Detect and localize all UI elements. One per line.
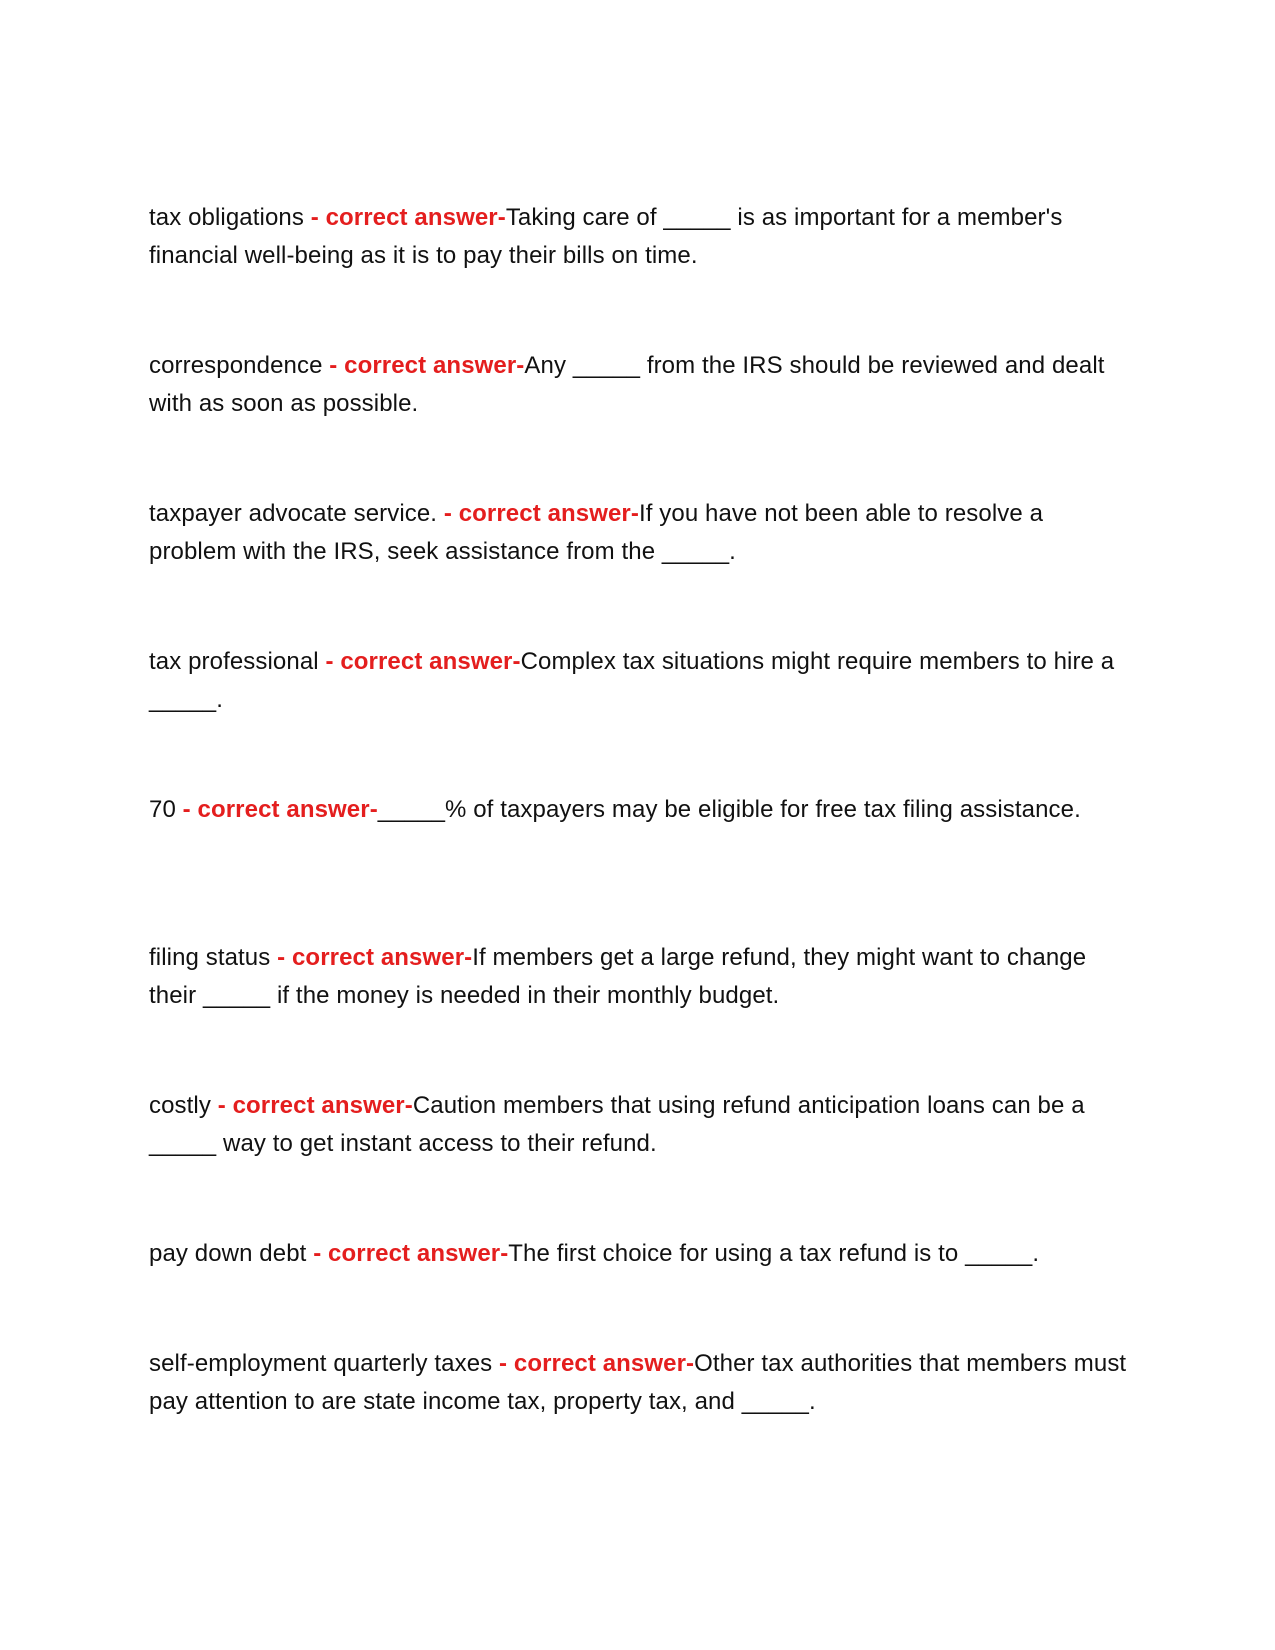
- answer-term: correspondence: [149, 352, 323, 379]
- correct-answer-label: - correct answer-: [175, 796, 378, 823]
- answer-term: costly: [149, 1092, 211, 1119]
- question-text: The first choice for using a tax refund is to _____.: [508, 1240, 1040, 1267]
- question-text: If members get a large refund, they might want to change their _____ if the money is needed in their monthly budget.: [149, 944, 1087, 1009]
- flashcard-list: [149, 199, 1134, 1493]
- flashcard-entry: [149, 495, 1134, 571]
- question-text: _____% of taxpayers may be eligible for free tax filing assistance.: [377, 796, 1081, 823]
- question-text: Other tax authorities that members must pay attention to are state income tax, property tax, and _____.: [149, 1350, 1127, 1415]
- correct-answer-label: - correct answer-: [322, 352, 525, 379]
- flashcard-entry: [149, 939, 1134, 1015]
- answer-term: self-employment quarterly taxes: [149, 1350, 493, 1377]
- question-text: Complex tax situations might require members to hire a _____.: [149, 648, 1115, 713]
- flashcard-entry: [149, 1087, 1134, 1163]
- correct-answer-label: - correct answer-: [306, 1240, 509, 1267]
- flashcard-entry: [149, 643, 1134, 719]
- flashcard-entry: [149, 347, 1134, 423]
- answer-term: pay down debt: [149, 1240, 307, 1267]
- flashcard-entry: [149, 199, 1134, 275]
- correct-answer-label: - correct answer-: [318, 648, 521, 675]
- question-text: Caution members that using refund anticipation loans can be a _____ way to get instant access to their refund.: [149, 1092, 1085, 1157]
- question-text: Taking care of _____ is as important for a member's financial well-being as it is to pay their bills on time.: [149, 204, 1063, 269]
- correct-answer-label: - correct answer-: [492, 1350, 695, 1377]
- answer-term: filing status: [149, 944, 271, 971]
- correct-answer-label: - correct answer-: [270, 944, 473, 971]
- flashcard-entry: [149, 791, 1134, 867]
- question-text: If you have not been able to resolve a problem with the IRS, seek assistance from the _____.: [149, 500, 1044, 565]
- question-text: Any _____ from the IRS should be reviewed and dealt with as soon as possible.: [149, 352, 1105, 417]
- flashcard-entry: [149, 1235, 1134, 1273]
- answer-term: tax professional: [149, 648, 319, 675]
- correct-answer-label: - correct answer-: [303, 204, 506, 231]
- correct-answer-label: - correct answer-: [437, 500, 639, 527]
- answer-term: taxpayer advocate service.: [149, 500, 438, 527]
- answer-term: 70: [149, 796, 176, 823]
- answer-term: tax obligations: [149, 204, 304, 231]
- correct-answer-label: - correct answer-: [210, 1092, 413, 1119]
- flashcard-entry: [149, 1345, 1134, 1421]
